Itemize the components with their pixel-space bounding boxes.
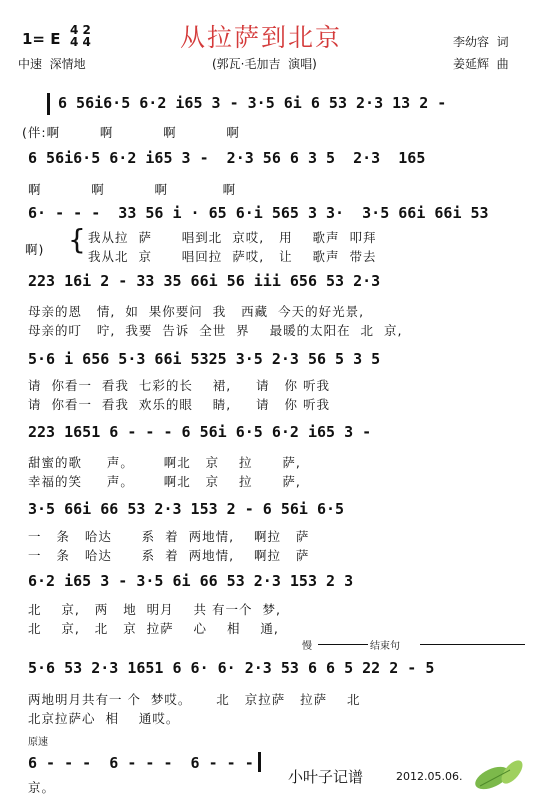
lyrics-line-5a: 请 你看一 看我 七彩的长 裙, 请 你 听我 <box>28 378 330 393</box>
leaf-icon <box>470 748 530 796</box>
lyrics-line-4a: 母亲的恩 情, 如 果你要问 我 西藏 今天的好光景, <box>28 304 365 319</box>
notes-line-9: 5·6 53 2·3 1651 6 6· 6· 2·3 53 6 6 5 22 2 - 5 <box>28 659 435 677</box>
notes-line-3: 6· - - - 33 56 i · 65 6·i 565 3 3· 3·5 66i 66i 53 <box>28 204 489 222</box>
slow-marking: 慢 <box>302 641 312 652</box>
notes-line-8: 6·2 i65 3 - 3·5 6i 66 53 2·3 153 2 3 <box>28 572 354 590</box>
composer: 姜延辉 曲 <box>453 57 509 71</box>
notes-line-1: 6 56i6·5 6·2 i65 3 - 3·5 6i 6 53 2·3 13 2 - <box>58 94 447 112</box>
ending-line-2 <box>420 644 525 645</box>
lyrics-line-5b: 请 你看一 看我 欢乐的眼 睛, 请 你 听我 <box>28 397 330 412</box>
transcribe-date: 2012.05.06. <box>396 770 463 783</box>
notes-line-6: 223 1651 6 - - - 6 56i 6·5 6·2 i65 3 - <box>28 423 372 441</box>
transcriber-signature: 小叶子记谱 <box>288 768 364 786</box>
lyrics-line-6b: 幸福的笑 声。 啊北 京 拉 萨, <box>28 474 301 489</box>
notes-line-7: 3·5 66i 66 53 2·3 153 2 - 6 56i 6·5 <box>28 500 345 518</box>
lyrics-line-4b: 母亲的叮 咛, 我要 告诉 全世 界 最暖的太阳在 北 京, <box>28 323 403 338</box>
key-signature: 1= E <box>22 30 61 48</box>
lyrics-line-3b: 我从北 京 唱回拉 萨哎, 让 歌声 带去 <box>88 249 377 264</box>
lyricist: 李幼容 词 <box>453 35 509 49</box>
lyrics-line-9a: 两地明月共有一 个 梦哎。 北 京拉萨 拉萨 北 <box>28 692 361 707</box>
notes-line-5: 5·6 i 656 5·3 66i 5325 3·5 2·3 56 5 3 5 <box>28 350 381 368</box>
double-barline <box>47 93 50 115</box>
notes-line-2: 6 56i6·5 6·2 i65 3 - 2·3 56 6 3 5 2·3 165 <box>28 149 426 167</box>
lyrics-line-1: (伴:啊 啊 啊 啊 <box>22 125 240 140</box>
lyrics-lead-3: 啊) <box>25 242 45 257</box>
ending-marking: 结束句 <box>370 641 400 652</box>
final-barline <box>258 752 261 772</box>
lyrics-line-6a: 甜蜜的歌 声。 啊北 京 拉 萨, <box>28 455 301 470</box>
tempo-marking: 中速 深情地 <box>18 57 86 71</box>
lyrics-line-9b: 北京拉萨心 相 通哎。 <box>28 711 180 726</box>
notes-line-4: 223 16i 2 - 33 35 66i 56 iii 656 53 2·3 <box>28 272 381 290</box>
performer: (郭瓦·毛加吉 演唱) <box>212 57 317 71</box>
lyrics-line-10: 京。 <box>28 780 56 795</box>
ending-line <box>318 644 368 645</box>
lyrics-line-3a: 我从拉 萨 唱到北 京哎, 用 歌声 叩拜 <box>88 230 377 245</box>
song-title: 从拉萨到北京 <box>180 23 343 52</box>
lyrics-line-8b: 北 京, 北 京 拉萨 心 相 通, <box>28 621 279 636</box>
time-signature: 4 2 4 4 <box>70 23 91 49</box>
tempo-restore: 原速 <box>28 737 48 748</box>
lyrics-line-2: 啊 啊 啊 啊 <box>28 182 237 197</box>
lyrics-line-7b: 一 条 哈达 系 着 两地情, 啊拉 萨 <box>28 548 310 563</box>
lyrics-line-7a: 一 条 哈达 系 着 两地情, 啊拉 萨 <box>28 529 310 544</box>
brace: { <box>68 223 86 256</box>
notes-line-10: 6 - - - 6 - - - 6 - - - <box>28 754 254 772</box>
lyrics-line-8a: 北 京, 两 地 明月 共 有一个 梦, <box>28 602 281 617</box>
